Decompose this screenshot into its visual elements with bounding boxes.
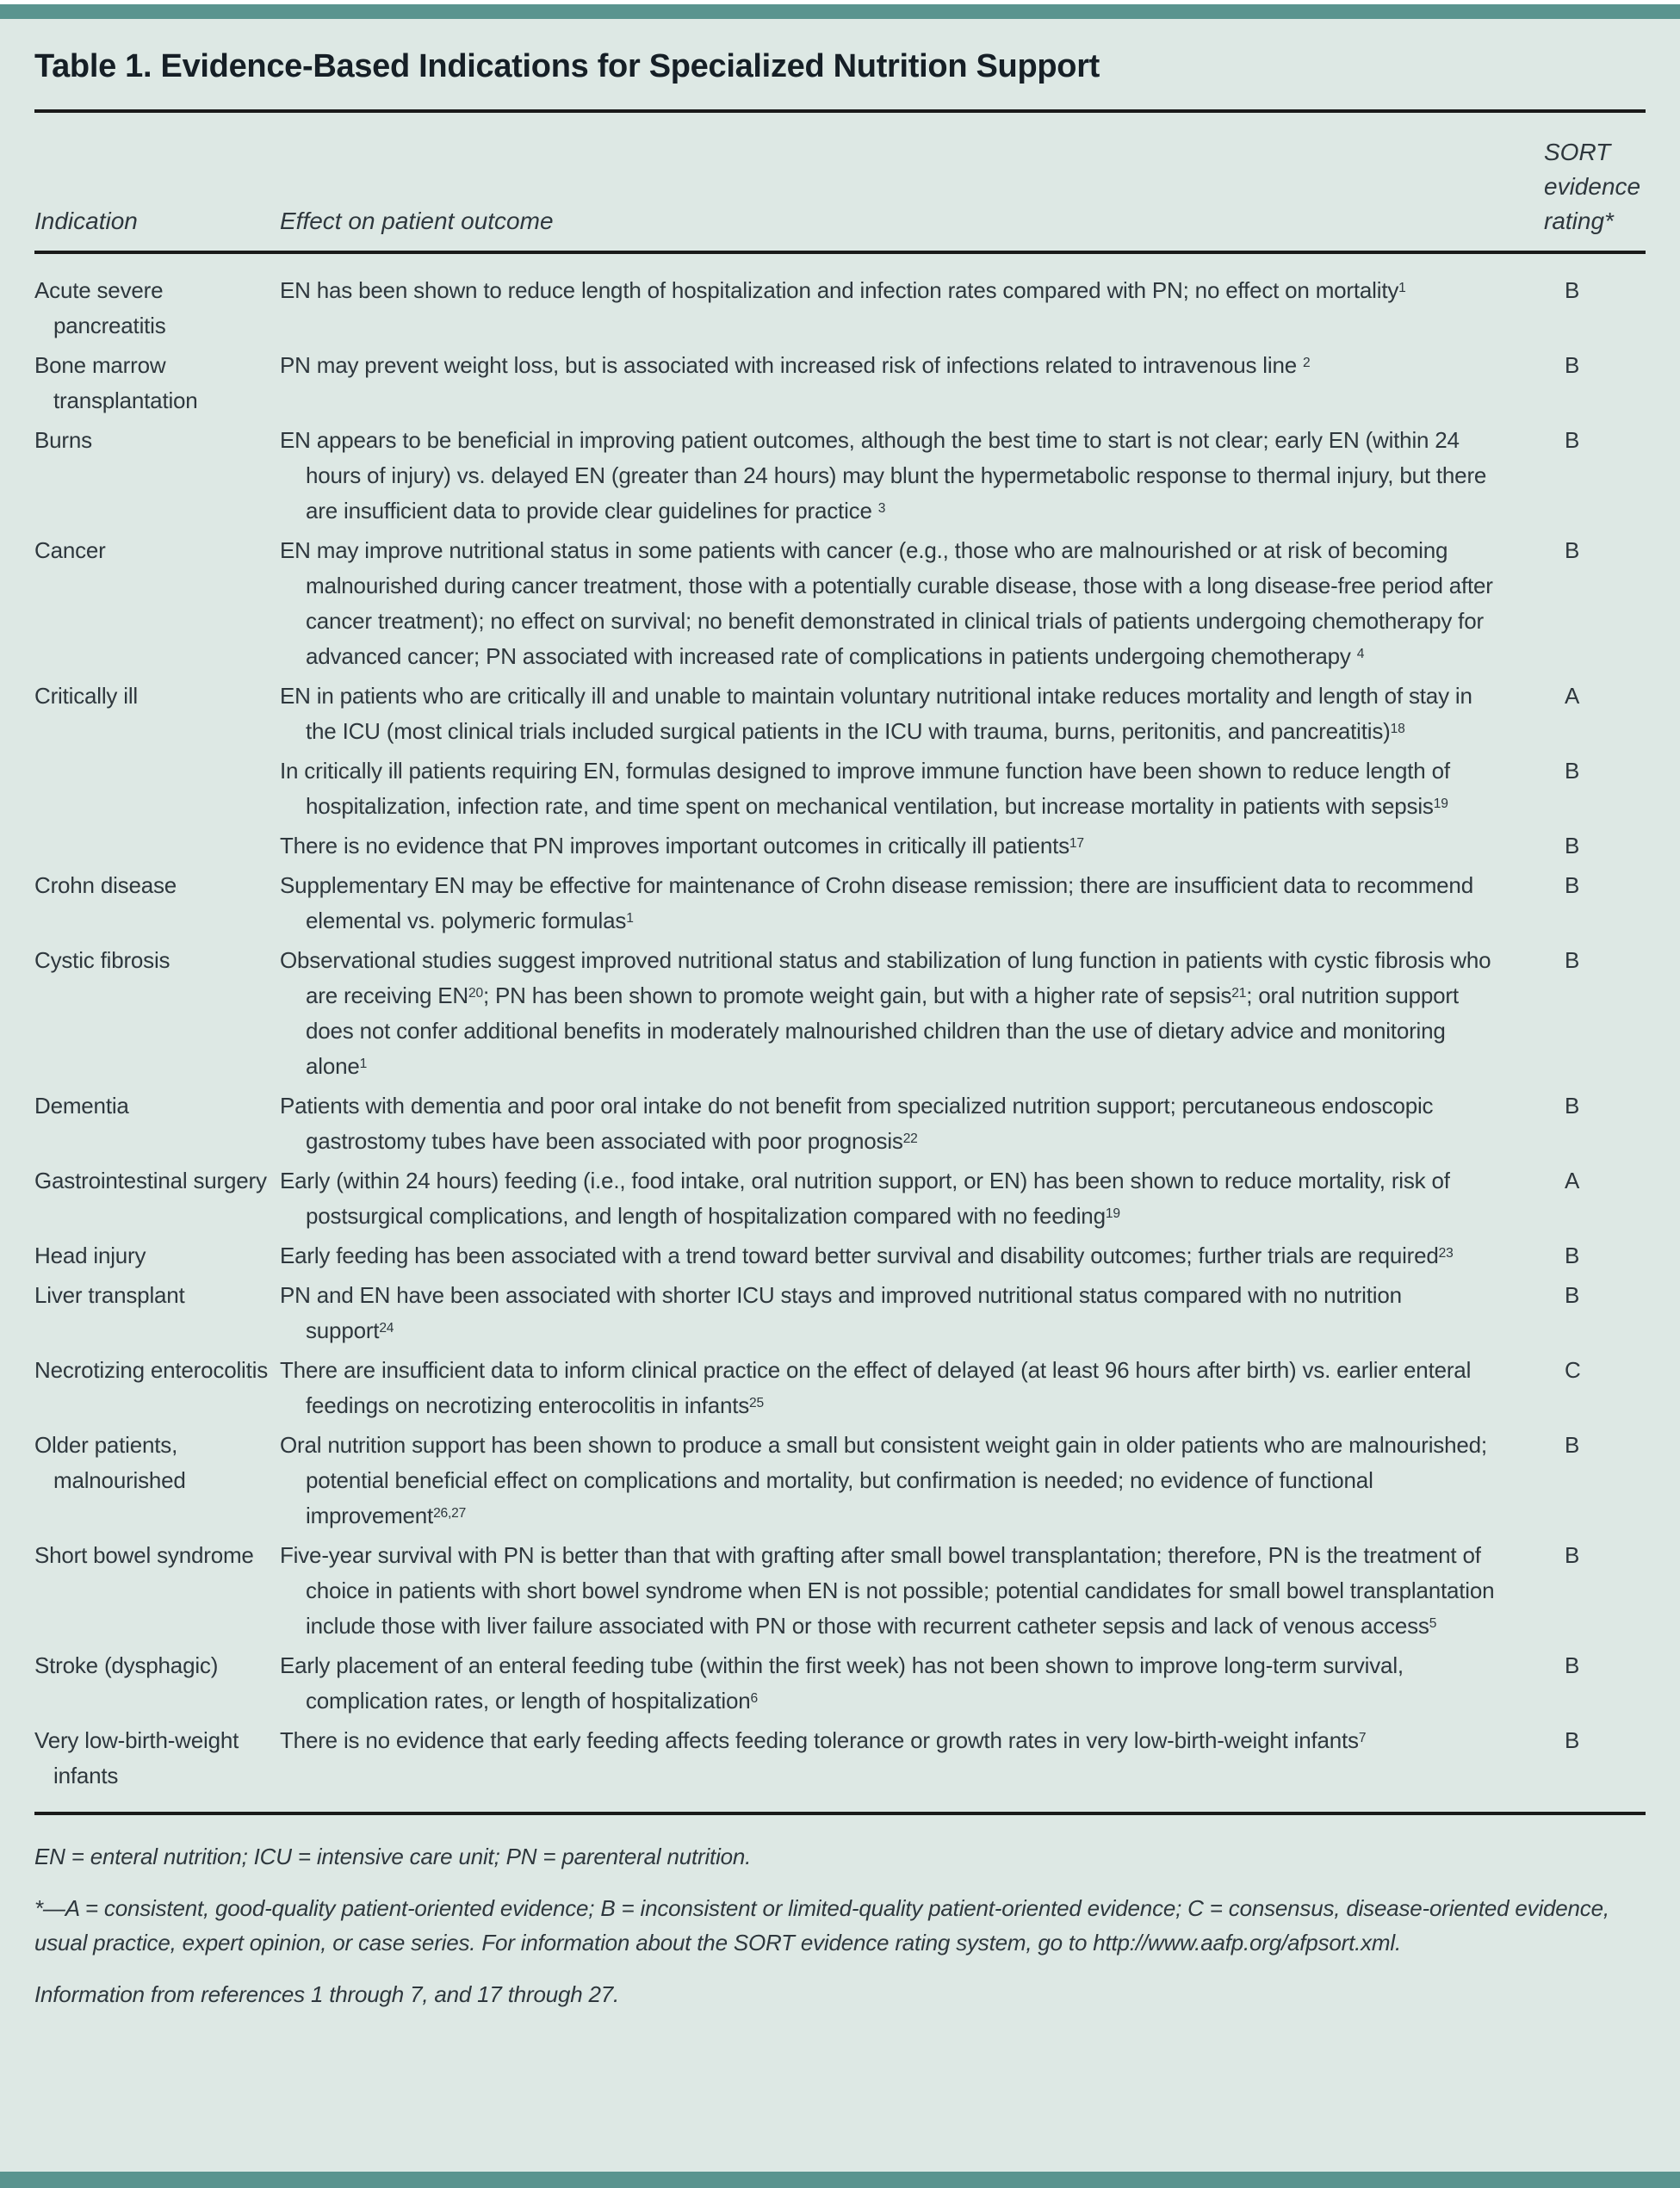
indication-cell: Burns [34,427,92,453]
column-header-rating-line1: SORT [1544,139,1611,165]
indication-cell: Gastrointestinal surgery [34,1168,267,1193]
rating-cell: B [1565,1093,1580,1119]
effect-cell: PN may prevent weight loss, but is associated with increased risk of infections related to intravenous line $^2$ [280,352,1311,378]
indication-cell: Crohn disease [34,872,177,898]
table-row [34,1238,1646,1274]
effect-cell: EN appears to be beneficial in improving patient outcomes, although the best time to start is not clear; early EN (within 24 hours of injury) vs. delayed EN (greater than 24 hours) may blunt the hypermetabolic response to thermal injury, but there are insufficient data to provide clear guidelines for practice $^3$ [280,427,1487,524]
effect-cell: Early (within 24 hours) feeding (i.e., food intake, oral nutrition support, or EN) has been shown to reduce mortality, risk of postsurgical complications, and length of hospitalization compared with no feeding$^{19}$ [280,1168,1450,1229]
indication-cell: Necrotizing enterocolitis [34,1357,269,1383]
effect-cell: EN in patients who are critically ill and unable to maintain voluntary nutritional intake reduces mortality and length of stay in the ICU (most clinical trials included surgical patients in the ICU with trauma, burns, peritonitis, and pancreatitis)$^{18}$ [280,683,1472,744]
table-row [34,423,1646,529]
column-header-row [34,113,1646,251]
effect-cell: Oral nutrition support has been shown to produce a small but consistent weight gain in older patients who are malnourished; potential beneficial effect on complications and mortality, but confirmation is needed; no evidence of functional improvement$^{26,27}$ [280,1432,1487,1528]
effect-cell: There is no evidence that PN improves important outcomes in critically ill patients$^{17}$ [280,833,1084,858]
indication-cell: Cancer [34,537,106,563]
table-row [34,943,1646,1084]
table-row [34,533,1646,674]
indication-cell: Critically ill [34,683,138,709]
rating-cell: C [1565,1357,1581,1383]
indication-cell: Bone marrow transplantation [34,352,198,413]
effect-cell: Observational studies suggest improved nutritional status and stabilization of lung function in patients with cystic fibrosis who are receiving EN$^{20}$; PN has been shown to promote weight gain, but with a higher rate of sepsis$^{21}$; oral nutrition support does not confer additional benefits in moderately malnourished children than the use of dietary advice and monitoring alone$^1$ [280,947,1491,1079]
footnote-abbreviations: EN = enteral nutrition; ICU = intensive care unit; PN = parenteral nutrition. [34,1844,752,1869]
table-row [34,1428,1646,1534]
rating-cell: A [1565,1168,1580,1193]
effect-cell: EN may improve nutritional status in some patients with cancer (e.g., those who are malnourished or at risk of becoming malnourished during cancer treatment, those with a potentially curable disease, those with a long disease-free period after cancer treatment); no effect on survival; no benefit demonstrated in clinical trials of patients undergoing chemotherapy for advanced cancer; PN associated with increased rate of complications in patients undergoing chemotherapy $^4$ [280,537,1493,669]
table-row [34,348,1646,418]
effect-cell: There is no evidence that early feeding affects feeding tolerance or growth rates in very low-birth-weight infants$^7$ [280,1727,1367,1753]
effect-cell: Patients with dementia and poor oral intake do not benefit from specialized nutrition support; percutaneous endoscopic gastrostomy tubes have been associated with poor prognosis$^{22}$ [280,1093,1434,1154]
footnote-sort-rating: *—A = consistent, good-quality patient-oriented evidence; B = inconsistent or limited-quality patient-oriented evidence; C = consensus, disease-oriented evidence, usual practice, expert opinion, or case series. For information about the SORT evidence rating system, go to http://www.aafp.org/afpsort.xml. [34,1895,1609,1956]
column-header-indication: Indication [34,208,138,234]
table-row [34,273,1646,344]
rating-cell: A [1565,683,1580,709]
rating-cell: B [1565,427,1580,453]
indication-cell: Liver transplant [34,1282,185,1308]
effect-cell: EN has been shown to reduce length of hospitalization and infection rates compared with PN; no effect on mortality$^1$ [280,277,1406,303]
column-header-rating-line2: evidence [1544,173,1641,200]
indication-cell: Dementia [34,1093,129,1119]
rating-cell: B [1565,537,1580,563]
rating-cell: B [1565,947,1580,973]
effect-cell: Five-year survival with PN is better than that with grafting after small bowel transplantation; therefore, PN is the treatment of choice in patients with short bowel syndrome when EN is not possible; potential candidates for small bowel transplantation include those with liver failure associated with PN or those with recurrent catheter sepsis and lack of venous access$^5$ [280,1542,1495,1639]
table-body [34,254,1646,1812]
indication-cell: Head injury [34,1243,146,1268]
table-row [34,828,1646,864]
rating-cell: B [1565,277,1580,303]
rating-cell: B [1565,1432,1580,1458]
indication-cell [34,828,280,864]
table-row [34,1163,1646,1234]
table-row [34,1088,1646,1159]
rating-cell: B [1565,1652,1580,1678]
rating-cell: B [1565,1243,1580,1268]
table-row [34,679,1646,749]
indication-cell [34,753,280,824]
column-header-rating [1544,135,1646,239]
table-row [34,868,1646,939]
effect-cell: PN and EN have been associated with shorter ICU stays and improved nutritional status compared with no nutrition support$^{24}$ [280,1282,1402,1343]
indication-cell: Very low-birth-weight infants [34,1727,239,1788]
rating-cell: B [1565,758,1580,784]
table-title: Table 1. Evidence-Based Indications for Specialized Nutrition Support [34,48,1100,84]
indication-cell: Short bowel syndrome [34,1542,254,1568]
table-row [34,1278,1646,1348]
effect-cell: There are insufficient data to inform clinical practice on the effect of delayed (at least 96 hours after birth) vs. earlier enteral feedings on necrotizing enterocolitis in infants$^{25}$ [280,1357,1472,1418]
rating-cell: B [1565,1727,1580,1753]
indication-cell: Older patients, malnourished [34,1432,186,1493]
bottom-accent-bar [0,2172,1680,2188]
table-row [34,1538,1646,1644]
effect-cell: Supplementary EN may be effective for maintenance of Crohn disease remission; there are insufficient data to recommend elemental vs. polymeric formulas$^1$ [280,872,1473,933]
rating-cell: B [1565,1282,1580,1308]
rating-cell: B [1565,872,1580,898]
indication-cell: Acute severe pancreatitis [34,277,166,338]
footnotes [34,1815,1646,2011]
effect-cell: Early feeding has been associated with a trend toward better survival and disability outcomes; further trials are required$^{23}$ [280,1243,1454,1268]
table-row [34,1353,1646,1423]
column-header-effect: Effect on patient outcome [280,208,554,234]
table-row [34,753,1646,824]
table-row [34,1648,1646,1719]
column-header-rating-line3: rating* [1544,208,1614,234]
indication-cell: Stroke (dysphagic) [34,1652,219,1678]
rating-cell: B [1565,352,1580,378]
footnote-source: Information from references 1 through 7, and 17 through 27. [34,1981,620,2007]
effect-cell: Early placement of an enteral feeding tube (within the first week) has not been shown to improve long-term survival, complication rates, or length of hospitalization$^6$ [280,1652,1404,1714]
indication-cell: Cystic fibrosis [34,947,170,973]
effect-cell: In critically ill patients requiring EN, formulas designed to improve immune function have been shown to reduce length of hospitalization, infection rate, and time spent on mechanical ventilation, but increase mortality in patients with sepsis$^{19}$ [280,758,1450,819]
rating-cell: B [1565,1542,1580,1568]
table-row [34,1723,1646,1794]
rating-cell: B [1565,833,1580,858]
